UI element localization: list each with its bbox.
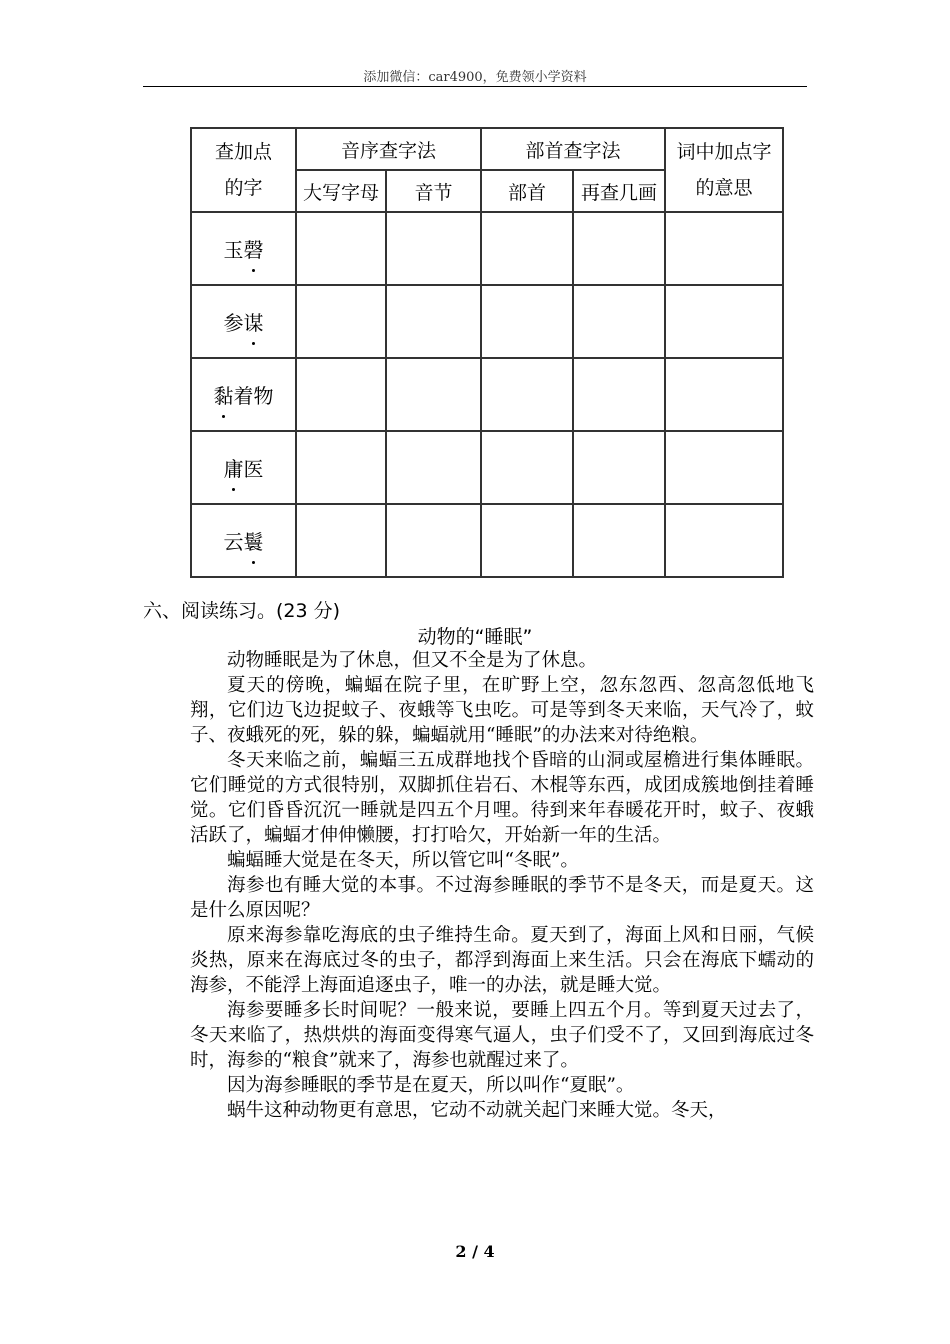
answer-cell[interactable]	[481, 431, 573, 504]
header-char: 查加点 的字	[191, 128, 296, 212]
answer-cell[interactable]	[481, 358, 573, 431]
answer-cell[interactable]	[665, 431, 783, 504]
dotted-char: 鬟	[244, 526, 264, 555]
answer-cell[interactable]	[665, 212, 783, 285]
page-number: 2 / 4	[455, 1242, 495, 1261]
answer-cell[interactable]	[481, 285, 573, 358]
table-row	[191, 358, 783, 431]
article-title: 动物的“睡眠”	[417, 626, 533, 648]
answer-cell[interactable]	[665, 285, 783, 358]
answer-cell[interactable]	[296, 212, 386, 285]
reading-passage	[190, 648, 814, 1123]
page-header: 添加微信：car4900，免费领小学资料	[363, 70, 587, 85]
answer-cell[interactable]	[296, 504, 386, 577]
answer-cell[interactable]	[481, 212, 573, 285]
word-cell: 参谋	[191, 285, 296, 358]
header-divider	[143, 86, 807, 87]
answer-cell[interactable]	[665, 504, 783, 577]
answer-cell[interactable]	[481, 504, 573, 577]
answer-cell[interactable]	[386, 431, 481, 504]
answer-cell[interactable]	[573, 212, 665, 285]
dotted-char: 谋	[244, 307, 264, 336]
table-row	[191, 285, 783, 358]
answer-cell[interactable]	[296, 285, 386, 358]
answer-cell[interactable]	[386, 212, 481, 285]
answer-cell[interactable]	[573, 285, 665, 358]
paragraph: 蜗牛这种动物更有意思，它动不动就关起门来睡大觉。冬天，	[227, 1100, 727, 1121]
table-row	[191, 212, 783, 285]
answer-cell[interactable]	[296, 358, 386, 431]
header-capital-letter: 大写字母	[296, 170, 386, 212]
dotted-char: 庸	[224, 453, 244, 482]
paragraph: 海参要睡多长时间呢？一般来说，要睡上四五个月。等到夏天过去了，冬天来临了，热烘烘的海面变得寒气逼人，虫子们受不了，又回到海底过冬时，海参的“粮食”就来了，海参也就醒过来了。	[190, 1000, 814, 1071]
answer-cell[interactable]	[386, 504, 481, 577]
paragraph: 冬天来临之前，蝙蝠三五成群地找个昏暗的山洞或屋檐进行集体睡眠。它们睡觉的方式很特别，双脚抓住岩石、木棍等东西，成团成簇地倒挂着睡觉。它们昏昏沉沉一睡就是四五个月哩。待到来年春暖花开时，蚊子、夜蛾活跃了，蝙蝠才伸伸懒腰，打打哈欠，开始新一年的生活。	[190, 750, 814, 846]
word-cell: 玉磬	[191, 212, 296, 285]
answer-cell[interactable]	[665, 358, 783, 431]
header-syllable: 音节	[386, 170, 481, 212]
word-cell: 黏着物	[191, 358, 296, 431]
answer-cell[interactable]	[573, 431, 665, 504]
header-radical: 部首	[481, 170, 573, 212]
answer-cell[interactable]	[386, 285, 481, 358]
paragraph: 原来海参靠吃海底的虫子维持生命。夏天到了，海面上风和日丽，气候炎热，原来在海底过冬的虫子，都浮到海面上来生活。只会在海底下蠕动的海参，不能浮上海面追逐虫子，唯一的办法，就是睡大觉。	[190, 925, 814, 996]
section-title: 六、阅读练习。(23 分)	[143, 600, 341, 622]
dotted-char: 黏	[214, 380, 234, 409]
answer-cell[interactable]	[573, 358, 665, 431]
answer-cell[interactable]	[296, 431, 386, 504]
answer-cell[interactable]	[386, 358, 481, 431]
header-radical-method: 部首查字法	[481, 128, 665, 170]
dotted-char: 磬	[244, 234, 264, 263]
header-meaning: 词中加点字 的意思	[665, 128, 783, 212]
paragraph: 夏天的傍晚，蝙蝠在院子里，在旷野上空，忽东忽西、忽高忽低地飞翔，它们边飞边捉蚊子、夜蛾等飞虫吃。可是等到冬天来临，天气冷了，蚊子、夜蛾死的死，躲的躲，蝙蝠就用“睡眠”的办法来对待绝粮。	[190, 675, 814, 746]
answer-cell[interactable]	[573, 504, 665, 577]
word-cell: 庸医	[191, 431, 296, 504]
dictionary-lookup-table	[190, 127, 784, 578]
table-row	[191, 504, 783, 577]
paragraph: 因为海参睡眠的季节是在夏天，所以叫作“夏眠”。	[227, 1075, 635, 1096]
word-cell: 云鬟	[191, 504, 296, 577]
paragraph: 海参也有睡大觉的本事。不过海参睡眠的季节不是冬天，而是夏天。这是什么原因呢？	[190, 875, 814, 921]
paragraph: 蝙蝠睡大觉是在冬天，所以管它叫“冬眠”。	[227, 850, 579, 871]
header-strokes: 再查几画	[573, 170, 665, 212]
paragraph: 动物睡眠是为了休息，但又不全是为了休息。	[227, 650, 598, 671]
table-row	[191, 431, 783, 504]
header-pinyin-method: 音序查字法	[296, 128, 481, 170]
